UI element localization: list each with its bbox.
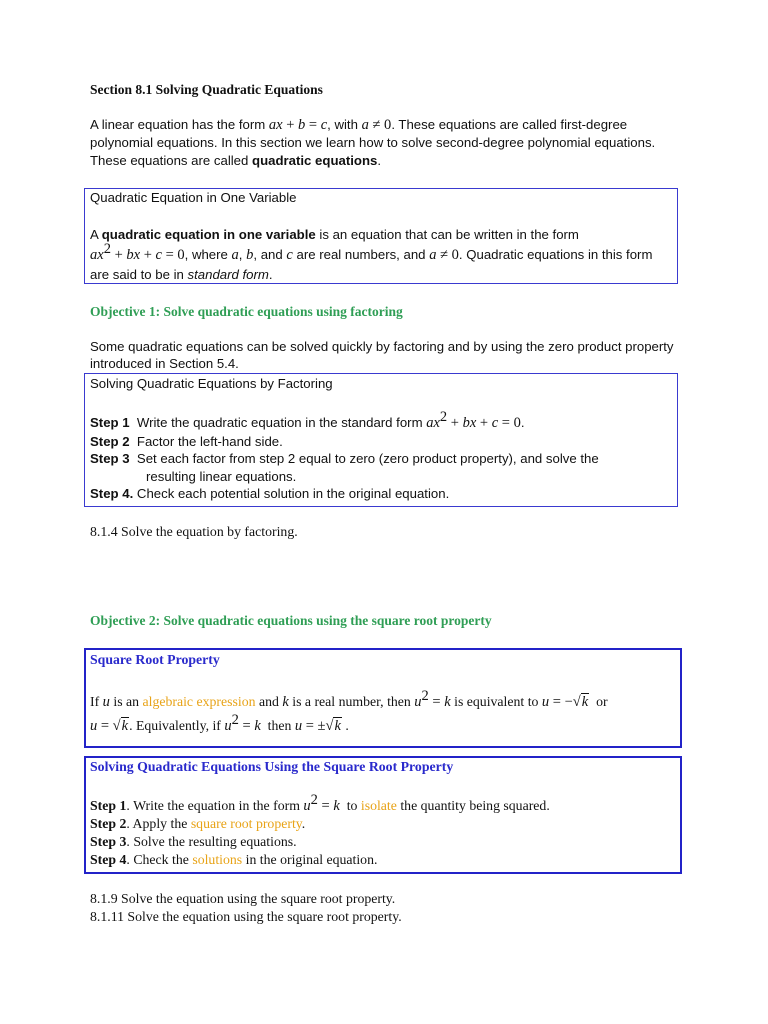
nonzero-condition: a — [361, 117, 369, 133]
step-3: Step 3 Set each factor from step 2 equal to zero (zero product property), and solve the — [90, 451, 599, 466]
square-root-steps-heading: Solving Quadratic Equations Using the Square Root Property — [90, 759, 454, 774]
objective-1-text: Some quadratic equations can be solved quickly by factoring and by using the zero product property introduced in Section 5.4. — [90, 339, 674, 371]
objective-1-heading: Objective 1: Solve quadratic equations using factoring — [90, 304, 403, 319]
solutions-link[interactable]: solutions — [192, 852, 243, 867]
square-root-property-text: If u is an algebraic expression and k is a real number, then $u^2 = k$ is equivalent to u = −√k or u = √k. Equivalently, if $u^2 = k$ then u = ±√k . — [90, 688, 608, 734]
step-4: Step 4. Check each potential solution in the original equation. — [90, 486, 450, 501]
objective-2-heading: Objective 2: Solve quadratic equations using the square root property — [90, 613, 492, 628]
sq-step-4: Step 4. Check the solutions in the original equation. — [90, 852, 378, 867]
quadratic-equations-term: quadratic equations — [252, 153, 378, 168]
sq-step-2: Step 2. Apply the square root property. — [90, 816, 306, 831]
square-root-property-link[interactable]: square root property — [190, 816, 302, 831]
sq-step-3: Step 3. Solve the resulting equations. — [90, 834, 297, 849]
intro-paragraph: A linear equation has the form ax + b = c, with a ≠ 0. These equations are called first-degree polynomial equations. In this section we learn how to solve second-degree polynomial equations. These equations are called quadratic equations. — [90, 117, 656, 168]
section-title: Section 8.1 Solving Quadratic Equations — [90, 82, 323, 97]
factoring-steps: Step 1 Write the quadratic equation in the standard form $ax^2$ + bx + c = 0. Step 2 Factor the left-hand side. Step 3 Set each factor from step 2 equal to zero (zero product property), and solve the resulting linear equations. Step 4. Check each potential solution in the original equation. — [90, 414, 675, 503]
factoring-heading: Solving Quadratic Equations by Factoring — [90, 376, 333, 391]
step-2: Step 2 Factor the left-hand side. — [90, 433, 283, 449]
square-root-steps — [90, 792, 675, 869]
square-root-property-heading: Square Root Property — [90, 652, 220, 667]
algebraic-expression-link[interactable]: algebraic expression — [142, 694, 256, 709]
linear-equation: ax — [268, 117, 283, 133]
definition-text: A quadratic equation in one variable is an equation that can be written in the form $ax^2$ + bx + c = 0, where a, b, and c are real numbers, and a ≠ 0. Quadratic equations in this form are said to be in standard form. — [90, 227, 653, 282]
exercise-8-1-9: 8.1.9 Solve the equation using the square root property. — [90, 891, 396, 906]
exercise-8-1-4: 8.1.4 Solve the equation by factoring. — [90, 524, 298, 539]
step-1: Step 1 Write the quadratic equation in the standard form $ax^2$ + bx + c = 0. — [90, 409, 525, 431]
isolate-link[interactable]: isolate — [360, 798, 397, 813]
exercise-8-1-11: 8.1.11 Solve the equation using the square root property. — [90, 909, 402, 924]
sq-step-1: Step 1. Write the equation in the form $u^2 = k$ to isolate the quantity being squared. — [90, 792, 550, 814]
definition-heading: Quadratic Equation in One Variable — [90, 190, 297, 205]
